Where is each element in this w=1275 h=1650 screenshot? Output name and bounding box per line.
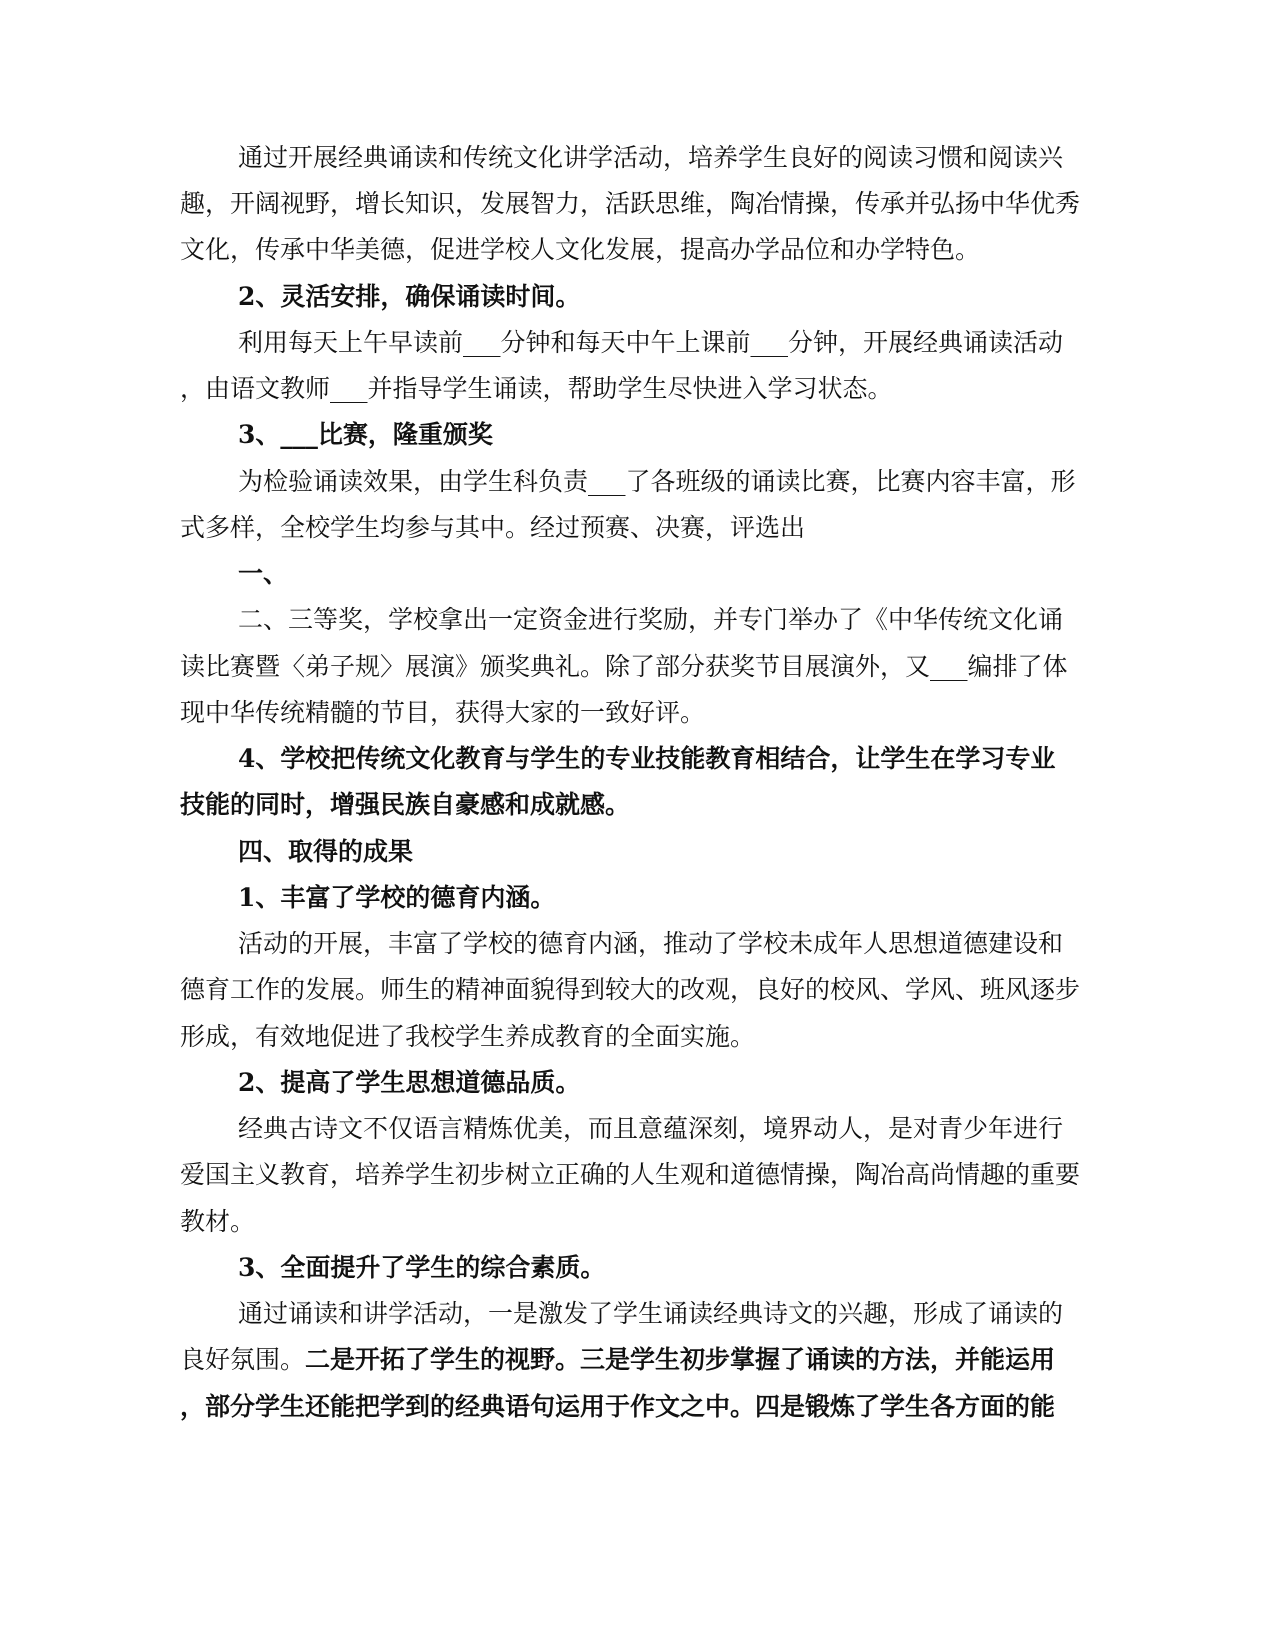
- section-heading: 1、丰富了学校的德育内涵。: [238, 883, 556, 912]
- section-heading: 2、提高了学生思想道德品质。: [238, 1068, 581, 1097]
- section-heading: 四、取得的成果: [238, 837, 414, 866]
- paragraph-line: 利用每天上午早读前___分钟和每天中午上课前___分钟，开展经典诵读活动: [238, 328, 1064, 357]
- paragraph-line: 经典古诗文不仅语言精炼优美，而且意蕴深刻，境界动人，是对青少年进行: [238, 1114, 1064, 1143]
- section-heading: 3、全面提升了学生的综合素质。: [238, 1253, 606, 1282]
- paragraph-line: 趣，开阔视野，增长知识，发展智力，活跃思维，陶冶情操，传承并弘扬中华优秀: [180, 189, 1081, 218]
- bold-segment: 二是开拓了学生的视野。三是学生初步掌握了诵读的方法，并能运用: [305, 1345, 1056, 1374]
- paragraph-line: 现中华传统精髓的节目，获得大家的一致好评。: [180, 698, 706, 727]
- paragraph-line: 文化，传承中华美德，促进学校人文化发展，提高办学品位和办学特色。: [180, 235, 981, 264]
- section-heading: 一、: [238, 559, 289, 588]
- paragraph-line: 技能的同时，增强民族自豪感和成就感。: [180, 790, 631, 819]
- paragraph-line: 教材。: [180, 1207, 256, 1236]
- paragraph-line: 二、三等奖，学校拿出一定资金进行奖励，并专门举办了《中华传统文化诵: [238, 605, 1064, 634]
- section-heading: 2、灵活安排，确保诵读时间。: [238, 282, 581, 311]
- paragraph-line: ，由语文教师___并指导学生诵读，帮助学生尽快进入学习状态。: [180, 374, 893, 403]
- paragraph-line: 德育工作的发展。师生的精神面貌得到较大的改观，良好的校风、学风、班风逐步: [180, 975, 1081, 1004]
- paragraph-line: 通过开展经典诵读和传统文化讲学活动，培养学生良好的阅读习惯和阅读兴: [238, 143, 1064, 172]
- paragraph-line: 式多样，全校学生均参与其中。经过预赛、决赛，评选出: [180, 513, 806, 542]
- paragraph-line: 读比赛暨〈弟子规〉展演》颁奖典礼。除了部分获奖节目展演外，又___编排了体: [180, 652, 1068, 681]
- paragraph-line: 通过诵读和讲学活动，一是激发了学生诵读经典诗文的兴趣，形成了诵读的: [238, 1299, 1064, 1328]
- section-heading: 4、学校把传统文化教育与学生的专业技能教育相结合，让学生在学习专业: [238, 744, 1056, 773]
- paragraph-line: 为检验诵读效果，由学生科负责___了各班级的诵读比赛，比赛内容丰富，形: [238, 467, 1076, 496]
- paragraph-line: 爱国主义教育，培养学生初步树立正确的人生观和道德情操，陶冶高尚情趣的重要: [180, 1160, 1081, 1189]
- paragraph-line: 形成，有效地促进了我校学生养成教育的全面实施。: [180, 1022, 756, 1051]
- plain-segment: 良好氛围。: [180, 1345, 306, 1374]
- paragraph-line: ，部分学生还能把学到的经典语句运用于作文之中。四是锻炼了学生各方面的能: [180, 1392, 1056, 1421]
- paragraph-line: 活动的开展，丰富了学校的德育内涵，推动了学校未成年人思想道德建设和: [238, 929, 1064, 958]
- section-heading: 3、___比赛，隆重颁奖: [238, 420, 493, 449]
- paragraph-line-mixed: [180, 1343, 1275, 1377]
